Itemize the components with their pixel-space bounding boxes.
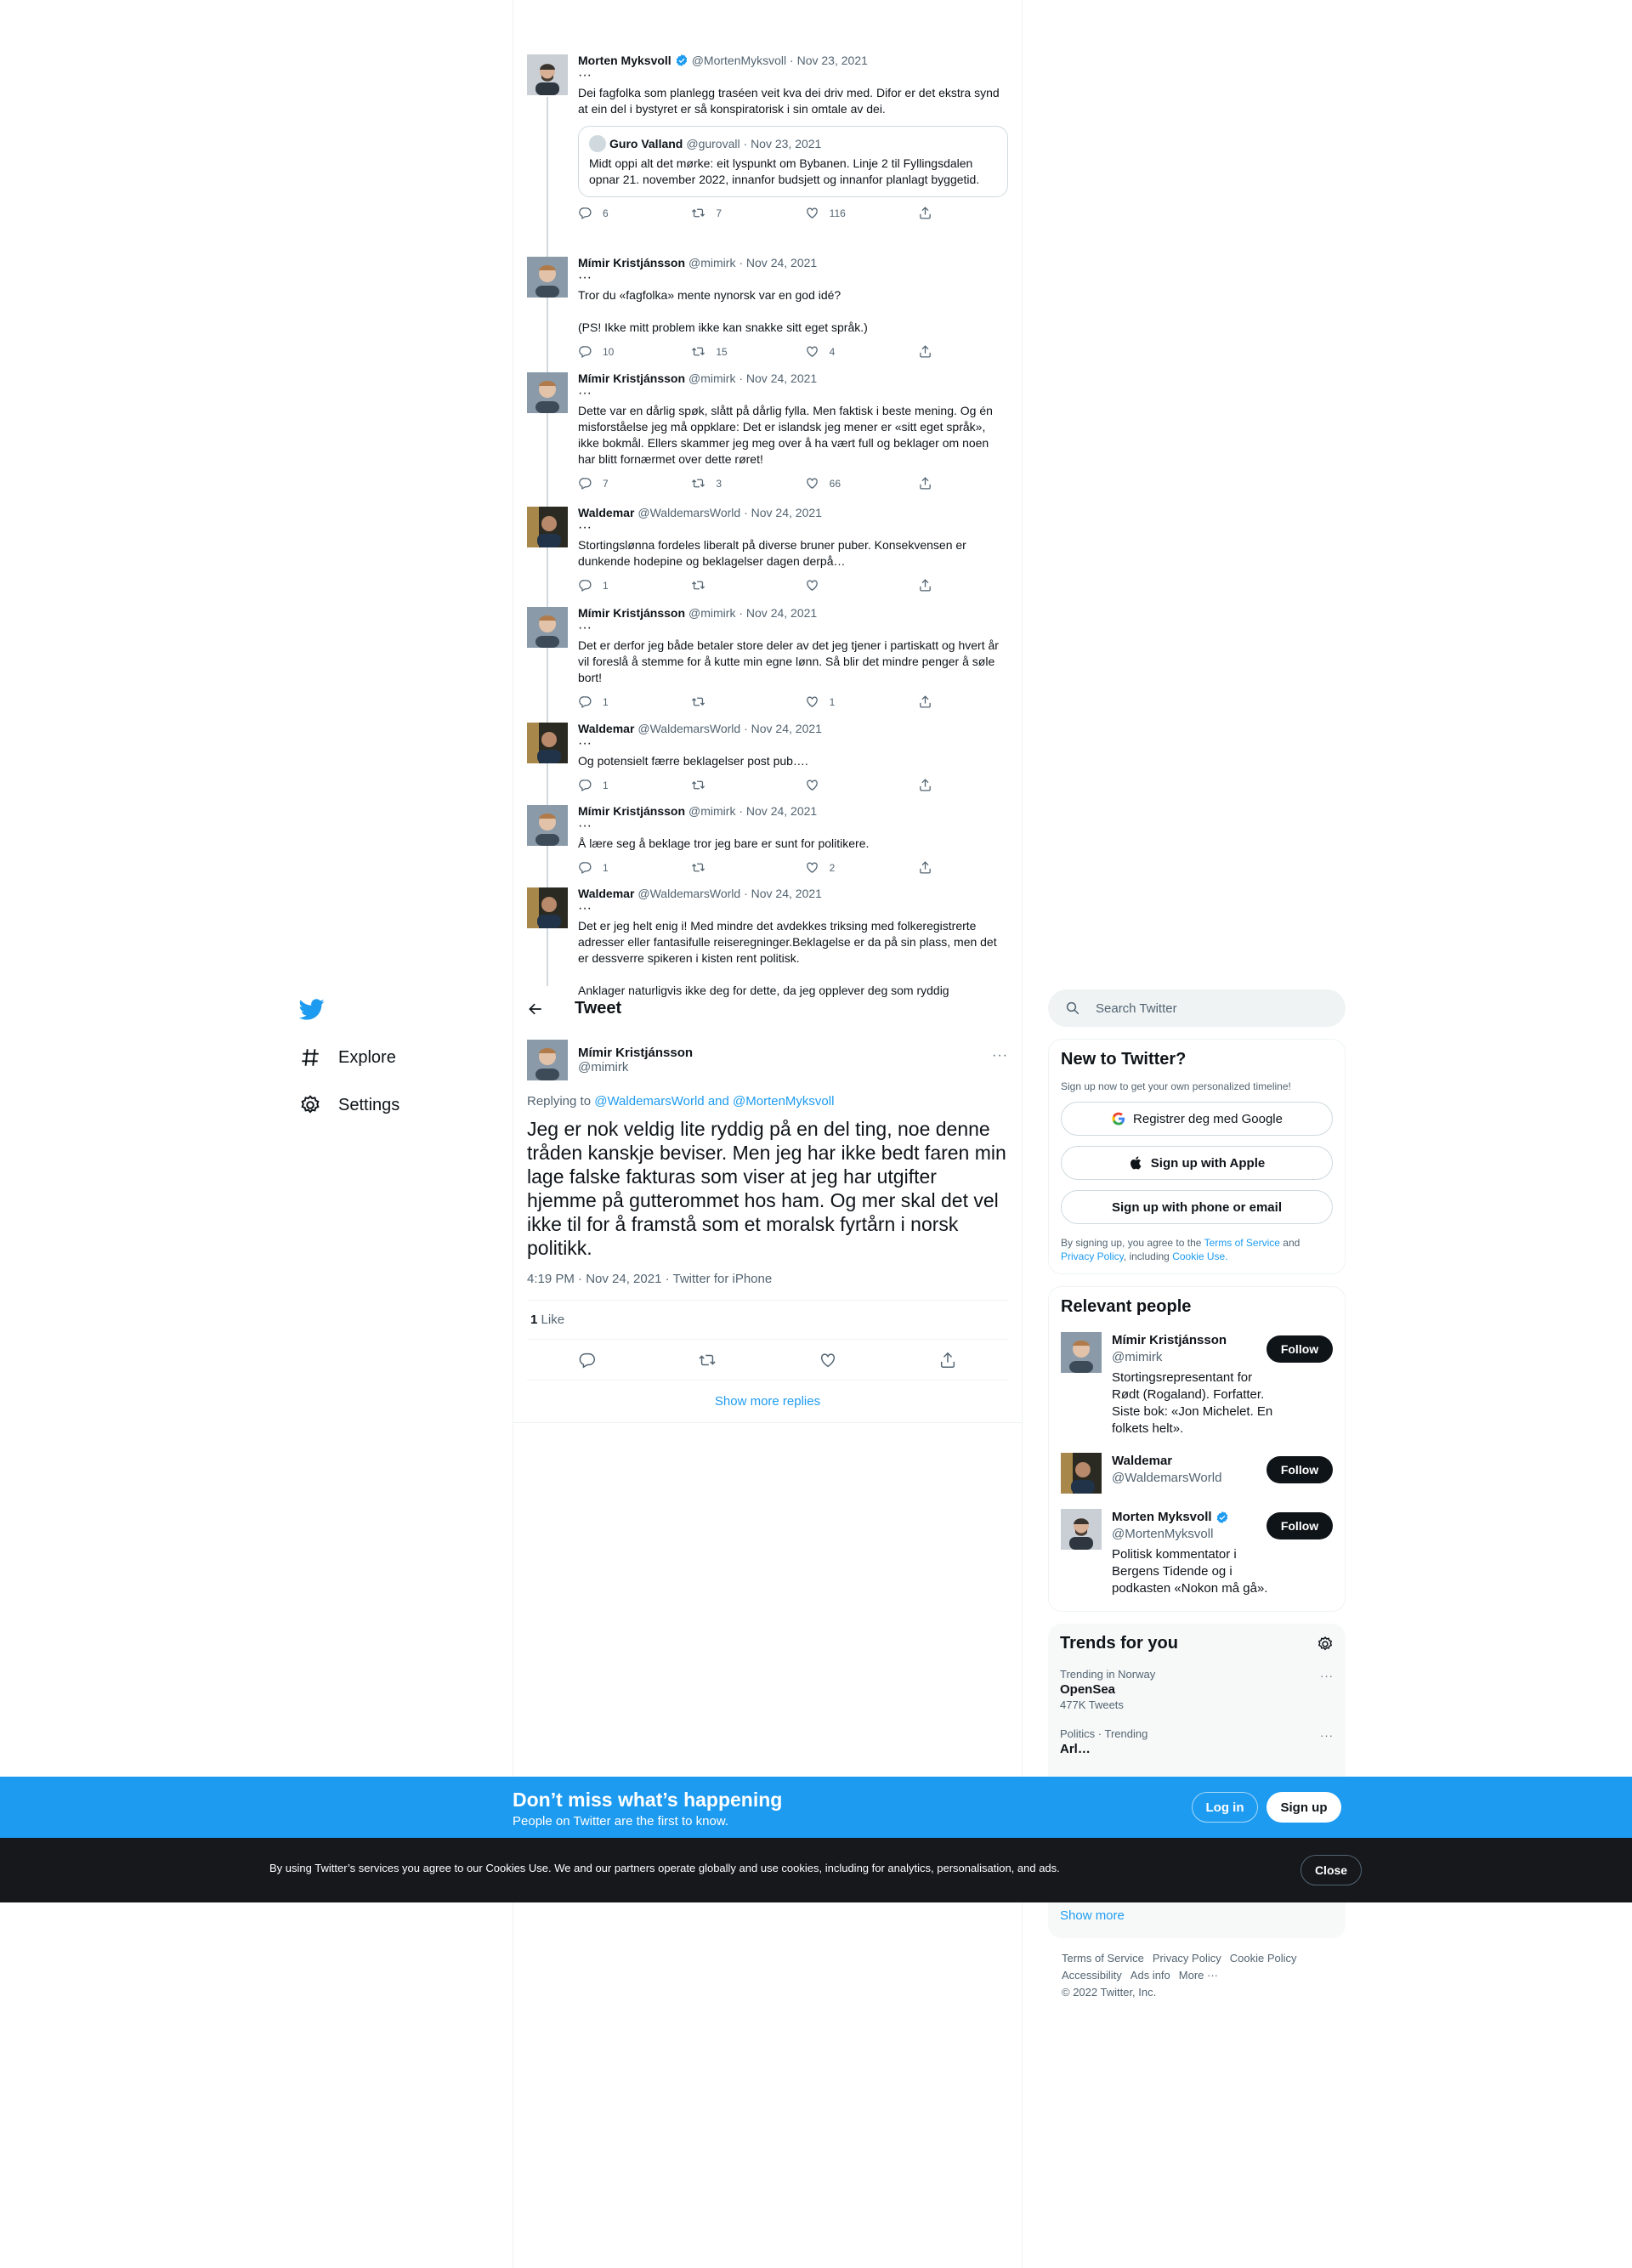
- author-name[interactable]: Morten Myksvoll: [578, 54, 672, 67]
- tweet-date[interactable]: Nov 24, 2021: [751, 722, 822, 735]
- tweet-page-header: [513, 986, 1022, 1031]
- author-handle[interactable]: @mimirk: [688, 256, 736, 269]
- more-options-icon[interactable]: ···: [578, 68, 592, 82]
- person-bio: Stortingsrepresentant for Rødt (Rogaland). Forfatter. Siste bok: «Jon Michelet. En folkets helt».: [1112, 1370, 1273, 1436]
- sidebar-footer: [1048, 1938, 1346, 2013]
- retweet-icon: [691, 695, 706, 709]
- like-button[interactable]: [805, 695, 881, 709]
- follow-button[interactable]: Follow: [1266, 1456, 1333, 1483]
- share-button[interactable]: [918, 206, 935, 220]
- avatar[interactable]: [527, 507, 568, 547]
- avatar[interactable]: [1061, 1453, 1102, 1494]
- apple-signup-button[interactable]: [1061, 1146, 1333, 1180]
- like-heart-icon: [805, 778, 819, 792]
- tweet-text: Tror du «fagfolka» mente nynorsk var en god idé? (PS! Ikke mitt problem ikke kan snakke sitt eget språk.): [578, 288, 868, 334]
- nav-settings[interactable]: [289, 1081, 493, 1129]
- like-heart-icon: [805, 578, 819, 593]
- author-handle[interactable]: @WaldemarsWorld: [638, 506, 741, 519]
- tweet-actions: [578, 578, 935, 593]
- share-icon: [918, 476, 932, 490]
- reply-icon: [578, 206, 592, 220]
- left-navigation: [289, 984, 493, 1129]
- reply-button[interactable]: [578, 206, 654, 220]
- avatar[interactable]: [527, 1040, 568, 1080]
- reply-and: and: [707, 1094, 729, 1108]
- author-handle[interactable]: @WaldemarsWorld: [638, 722, 741, 735]
- tweet-text: Å lære seg å beklage tror jeg bare er sunt for politikere.: [578, 836, 870, 850]
- author-handle[interactable]: @mimirk: [688, 804, 736, 818]
- replies-count: 1: [603, 579, 609, 592]
- header-separator: ·: [786, 54, 797, 67]
- retweet-icon: [691, 860, 706, 875]
- author-name[interactable]: Waldemar: [578, 722, 635, 735]
- reply-icon: [578, 860, 592, 875]
- cookie-consent-bar: [0, 1838, 1632, 1902]
- like-heart-icon: [805, 206, 819, 220]
- tweet-date[interactable]: Nov 24, 2021: [745, 371, 818, 385]
- more-options-icon[interactable]: ···: [578, 819, 592, 833]
- replies-count: 1: [603, 695, 609, 708]
- share-button[interactable]: [918, 476, 935, 490]
- replying-to: [527, 1094, 1008, 1108]
- signup-card-subtitle: Sign up now to get your own personalized timeline!: [1061, 1080, 1291, 1092]
- replies-count: 6: [603, 207, 609, 219]
- person-bio: Politisk kommentator i Bergens Tidende og i podkasten «Nokon må gå».: [1112, 1547, 1268, 1596]
- author-name[interactable]: Mímir Kristjánsson: [578, 256, 686, 269]
- person-handle: @mimirk: [1112, 1350, 1163, 1364]
- terms-text-1: By signing up, you agree to the: [1061, 1237, 1202, 1249]
- reply-button[interactable]: [578, 860, 654, 875]
- quote-author-name: Guro Valland: [609, 136, 683, 150]
- retweets-count: 15: [716, 345, 728, 358]
- verified-badge-icon: [1216, 1511, 1229, 1524]
- tweet-text: Det er derfor jeg både betaler store deler av det jeg tjener i partiskatt og hvert år vil foreslå å stemme for å kutte min egne lønn. Så blir det mindre penger å søle bort!: [578, 638, 1002, 684]
- twitter-bird-icon: [299, 996, 325, 1022]
- like-heart-icon: [805, 860, 819, 875]
- signup-terms: [1061, 1236, 1333, 1263]
- tweet-text: Og potensielt færre beklagelser post pub….: [578, 754, 808, 768]
- author-name[interactable]: Waldemar: [578, 506, 635, 519]
- footer-link[interactable]: Privacy Policy: [1152, 1952, 1221, 1965]
- google-signup-label: Registrer deg med Google: [1133, 1111, 1283, 1126]
- tweet-header: [578, 721, 1008, 736]
- header-separator: ·: [740, 136, 751, 150]
- more-options-icon[interactable]: ···: [578, 520, 592, 535]
- header-separator: ·: [740, 506, 751, 519]
- reply-button[interactable]: [578, 344, 654, 359]
- likes-count: 2: [829, 861, 836, 874]
- header-separator: ·: [735, 804, 746, 818]
- like-button[interactable]: [805, 860, 881, 875]
- tweet-header: [578, 505, 1008, 520]
- footer-link[interactable]: Ads info: [1130, 1969, 1170, 1982]
- tweet-header: [578, 803, 1008, 819]
- avatar[interactable]: [527, 805, 568, 846]
- tweet-date[interactable]: Nov 24, 2021: [745, 256, 818, 269]
- reply-button[interactable]: [578, 695, 654, 709]
- like-heart-icon: [805, 344, 819, 359]
- retweet-button[interactable]: [691, 344, 768, 359]
- author-handle[interactable]: @WaldemarsWorld: [638, 887, 741, 900]
- tweet-date[interactable]: Nov 24, 2021: [745, 804, 818, 818]
- replying-to-prefix: Replying to: [527, 1094, 592, 1108]
- more-options-icon[interactable]: ···: [578, 736, 592, 751]
- author-handle[interactable]: @mimirk: [688, 606, 736, 620]
- share-icon: [918, 206, 932, 220]
- reply-icon: [578, 778, 592, 792]
- banner-subtitle: People on Twitter are the first to know.: [513, 1814, 729, 1829]
- replies-count: 1: [603, 779, 609, 791]
- search-icon: [1065, 1001, 1080, 1016]
- person-handle: @WaldemarsWorld: [1112, 1471, 1222, 1485]
- retweets-count: 3: [716, 477, 722, 490]
- phone-signup-label: Sign up with phone or email: [1111, 1199, 1282, 1215]
- share-icon: [918, 778, 932, 792]
- follow-button[interactable]: Follow: [1266, 1512, 1333, 1539]
- login-button[interactable]: Log in: [1192, 1792, 1258, 1823]
- reply-mention-1[interactable]: @WaldemarsWorld: [594, 1094, 705, 1108]
- footer-link[interactable]: Terms of Service: [1062, 1952, 1144, 1965]
- reply-button[interactable]: [578, 476, 654, 490]
- signup-card-title: New to Twitter?: [1061, 1050, 1187, 1069]
- tweet-actions: [527, 1340, 1008, 1381]
- back-arrow-icon[interactable]: [527, 1001, 544, 1018]
- gear-icon: [299, 1094, 321, 1116]
- person-name[interactable]: Waldemar: [1112, 1454, 1173, 1468]
- tweet-date[interactable]: Nov 23, 2021: [796, 54, 868, 67]
- likes-count: 4: [829, 345, 836, 358]
- retweet-button[interactable]: [691, 695, 768, 709]
- cookie-close-button[interactable]: Close: [1300, 1855, 1362, 1885]
- avatar[interactable]: [527, 607, 568, 648]
- share-icon: [918, 578, 932, 593]
- nav-settings-label: Settings: [338, 1095, 400, 1114]
- header-separator: ·: [740, 722, 751, 735]
- avatar[interactable]: [1061, 1509, 1102, 1550]
- like-button[interactable]: [805, 344, 881, 359]
- share-icon[interactable]: [938, 1351, 957, 1369]
- header-separator: ·: [735, 256, 746, 269]
- author-handle: @mimirk: [578, 1060, 629, 1074]
- reply-icon: [578, 476, 592, 490]
- avatar[interactable]: [527, 887, 568, 928]
- like-button[interactable]: [805, 206, 881, 220]
- relevant-people-title: Relevant people: [1061, 1297, 1192, 1316]
- signup-card: [1048, 1039, 1346, 1274]
- retweet-button[interactable]: [691, 778, 768, 792]
- phone-email-signup-button[interactable]: [1061, 1190, 1333, 1224]
- tweet-like-count[interactable]: [527, 1301, 1008, 1340]
- search-input[interactable]: [1048, 989, 1346, 1027]
- like-button[interactable]: [805, 578, 881, 593]
- author-name[interactable]: Mímir Kristjánsson: [578, 606, 686, 620]
- relevant-person[interactable]: [1061, 1453, 1333, 1494]
- share-button[interactable]: [918, 578, 935, 593]
- reply-icon[interactable]: [578, 1351, 597, 1369]
- nav-explore[interactable]: [289, 1034, 493, 1081]
- quote-date: Nov 23, 2021: [751, 136, 822, 150]
- cookie-use-link[interactable]: Cookie Use.: [1172, 1250, 1228, 1262]
- retweet-icon: [691, 778, 706, 792]
- tweet-actions: [578, 344, 935, 359]
- signup-prompt-banner: [0, 1777, 1632, 1838]
- footer-link[interactable]: Accessibility: [1062, 1969, 1122, 1982]
- tweet-text: Stortingslønna fordeles liberalt på diverse bruner puber. Konsekvensen er dunkende hodepine og beklagelser dagen derpå…: [578, 538, 970, 568]
- relevant-person[interactable]: [1061, 1332, 1333, 1437]
- hashtag-icon: [299, 1046, 321, 1069]
- apple-icon: [1129, 1155, 1144, 1171]
- avatar[interactable]: [527, 372, 568, 413]
- more-options-icon[interactable]: ···: [578, 270, 592, 285]
- more-options-icon[interactable]: ···: [578, 386, 592, 400]
- author-name[interactable]: Mímir Kristjánsson: [578, 804, 686, 818]
- likes-count: 1: [829, 695, 836, 708]
- trend-more-icon[interactable]: ···: [1320, 1729, 1334, 1742]
- privacy-link[interactable]: Privacy Policy: [1061, 1250, 1124, 1262]
- quote-avatar: [589, 135, 606, 152]
- retweet-button[interactable]: [691, 860, 768, 875]
- retweets-count: 7: [716, 207, 722, 219]
- tweet-actions: [578, 476, 935, 490]
- avatar[interactable]: [527, 257, 568, 298]
- reply-button[interactable]: [578, 778, 654, 792]
- reply-icon: [578, 578, 592, 593]
- author-name: Mímir Kristjánsson: [578, 1046, 694, 1060]
- reply-button[interactable]: [578, 578, 654, 593]
- terms-text-3: , including: [1123, 1250, 1170, 1262]
- twitter-logo[interactable]: [289, 984, 493, 1034]
- tweet-timestamp[interactable]: 4:19 PM · Nov 24, 2021 · Twitter for iPhone: [527, 1272, 1008, 1301]
- likes-count: 66: [829, 477, 842, 490]
- retweet-icon: [691, 206, 706, 220]
- quoted-tweet[interactable]: [578, 126, 1008, 197]
- apple-signup-label: Sign up with Apple: [1150, 1155, 1266, 1171]
- like-count-label: Like: [541, 1313, 565, 1327]
- tweet-text: Det er jeg helt enig i! Med mindre det avdekkes triksing med folkeregistrerte adresser eller fantasifulle reiseregninger.Beklagelse er da på sin plass, men det er dessverre spikeren i kisten rent politisk. Anklager naturligvis ikke deg for dette, da jeg opplever deg som ryddig: [578, 919, 997, 997]
- column-border-right: [1022, 0, 1023, 2268]
- trend-item[interactable]: [1060, 1727, 1334, 1757]
- replies-count: 1: [603, 861, 609, 874]
- likes-count: 116: [829, 207, 846, 219]
- page-title: Tweet: [575, 999, 622, 1018]
- terms-link[interactable]: Terms of Service: [1204, 1237, 1280, 1249]
- more-options-icon[interactable]: ···: [992, 1048, 1008, 1063]
- tweet-date[interactable]: Nov 24, 2021: [745, 606, 818, 620]
- focused-tweet: [513, 1036, 1022, 1381]
- like-button[interactable]: [805, 476, 881, 490]
- author-handle[interactable]: @MortenMyksvoll: [691, 54, 787, 67]
- follow-button[interactable]: Follow: [1266, 1335, 1333, 1363]
- trend-item[interactable]: [1060, 1667, 1334, 1713]
- retweet-icon[interactable]: [698, 1351, 717, 1369]
- google-g-icon: [1111, 1111, 1126, 1126]
- retweet-button[interactable]: [691, 578, 768, 593]
- more-options-icon[interactable]: ···: [578, 621, 592, 635]
- avatar[interactable]: [1061, 1332, 1102, 1373]
- reply-mention-2[interactable]: @MortenMyksvoll: [733, 1094, 835, 1108]
- conversation-thread: [513, 0, 1022, 997]
- trends-settings-gear-icon[interactable]: [1317, 1636, 1334, 1653]
- trend-context: Trending in Norway: [1060, 1668, 1156, 1681]
- quote-author-handle: @gurovall: [686, 136, 740, 150]
- header-separator: ·: [735, 371, 746, 385]
- person-name[interactable]: Morten Myksvoll: [1112, 1510, 1212, 1524]
- share-icon: [918, 344, 932, 359]
- tweet-header: [578, 886, 1008, 901]
- retweet-icon: [691, 578, 706, 593]
- retweet-button[interactable]: [691, 476, 768, 490]
- tweet-header: [578, 605, 1008, 621]
- verified-badge-icon: [675, 54, 688, 67]
- trend-more-icon[interactable]: ···: [1320, 1670, 1334, 1682]
- quote-text: Midt oppi alt det mørke: eit lyspunkt om Bybanen. Linje 2 til Fyllingsdalen opnar 21. november 2022, innanfor budsjett og innanfor planlagt byggetid.: [589, 156, 980, 186]
- nav-explore-label: Explore: [338, 1047, 396, 1067]
- relevant-person[interactable]: [1061, 1509, 1333, 1597]
- more-options-icon[interactable]: ···: [578, 901, 592, 916]
- share-icon: [918, 860, 932, 875]
- like-button[interactable]: [805, 778, 881, 792]
- tweet-text: Jeg er nok veldig lite ryddig på en del ting, noe denne tråden kanskje beviser. Men jeg har ikke bedt faren min lage falske fakturas som viser at jeg har utgifter hjemme på gutterommet hos ham. Og mer skal det vel ikke til for å framstå som et moralsk fyrtårn i norsk politikk.: [527, 1118, 1006, 1259]
- trends-title: Trends for you: [1060, 1634, 1178, 1653]
- replies-count: 10: [603, 345, 615, 358]
- tweet-header: [578, 255, 1008, 270]
- footer-link: © 2022 Twitter, Inc.: [1062, 1986, 1157, 1999]
- share-button[interactable]: [918, 695, 935, 709]
- like-count-value: 1: [530, 1313, 538, 1327]
- tweet-header: [578, 53, 1008, 68]
- main-column: [513, 986, 1022, 1423]
- tweet-text: Dei fagfolka som planlegg traséen veit kva dei driv med. Difor er det ekstra synd at ein del i bystyret er så konspiratorisk i sin omtale av dei.: [578, 86, 1003, 116]
- share-icon: [918, 695, 932, 709]
- header-separator: ·: [735, 606, 746, 620]
- search-placeholder: Search Twitter: [1096, 1001, 1177, 1016]
- share-button[interactable]: [918, 860, 935, 875]
- retweet-button[interactable]: [691, 206, 768, 220]
- trend-count: 477K Tweets: [1060, 1698, 1124, 1711]
- person-name[interactable]: Mímir Kristjánsson: [1112, 1333, 1227, 1347]
- header-separator: ·: [740, 887, 751, 900]
- tweet-actions: [578, 206, 935, 220]
- google-signup-button[interactable]: [1061, 1102, 1333, 1136]
- focused-tweet-author[interactable]: [527, 1036, 1008, 1084]
- retweet-icon: [691, 476, 706, 490]
- reply-icon: [578, 695, 592, 709]
- share-button[interactable]: [918, 778, 935, 792]
- tweet-date[interactable]: Nov 24, 2021: [751, 506, 822, 519]
- like-heart-icon: [805, 476, 819, 490]
- retweet-icon: [691, 344, 706, 359]
- tweet-header: [578, 371, 1008, 386]
- person-handle: @MortenMyksvoll: [1112, 1527, 1214, 1541]
- terms-text-2: and: [1283, 1237, 1300, 1249]
- tweet-actions: [578, 778, 935, 792]
- like-heart-icon[interactable]: [819, 1351, 837, 1369]
- footer-link[interactable]: More ···: [1178, 1969, 1218, 1982]
- banner-headline: Don’t miss what’s happening: [513, 1789, 783, 1811]
- like-heart-icon: [805, 695, 819, 709]
- author-handle[interactable]: @mimirk: [688, 371, 736, 385]
- tweet-actions: [578, 860, 935, 875]
- signup-button[interactable]: Sign up: [1266, 1792, 1341, 1823]
- avatar[interactable]: [527, 723, 568, 763]
- avatar[interactable]: [527, 54, 568, 95]
- show-more-replies[interactable]: Show more replies: [513, 1381, 1022, 1423]
- replies-count: 7: [603, 477, 609, 490]
- tweet-text: Dette var en dårlig spøk, slått på dårlig fylla. Men faktisk i beste mening. Og én misforståelse jeg må oppklare: Det er islandsk jeg mener er «sitt eget språk», ikke bokmål. Ellers skammer jeg meg over å ha vært full og beklager om noen har blitt fornærmet over dette røret!: [578, 404, 996, 466]
- author-name[interactable]: Mímir Kristjánsson: [578, 371, 686, 385]
- relevant-people-card: [1048, 1286, 1346, 1612]
- tweet-date[interactable]: Nov 24, 2021: [751, 887, 822, 900]
- reply-icon: [578, 344, 592, 359]
- share-button[interactable]: [918, 344, 935, 359]
- trend-name: OpenSea: [1060, 1682, 1116, 1697]
- trends-show-more[interactable]: Show more: [1060, 1908, 1125, 1923]
- author-name[interactable]: Waldemar: [578, 887, 635, 900]
- trend-name: Arl…: [1060, 1742, 1091, 1756]
- footer-link[interactable]: Cookie Policy: [1229, 1952, 1297, 1965]
- tweet-actions: [578, 695, 935, 709]
- cookie-text: By using Twitter’s services you agree to our Cookies Use. We and our partners operate globally and use cookies, including for analytics, personalisation, and ads.: [269, 1862, 1060, 1874]
- trend-context: Politics · Trending: [1060, 1727, 1148, 1740]
